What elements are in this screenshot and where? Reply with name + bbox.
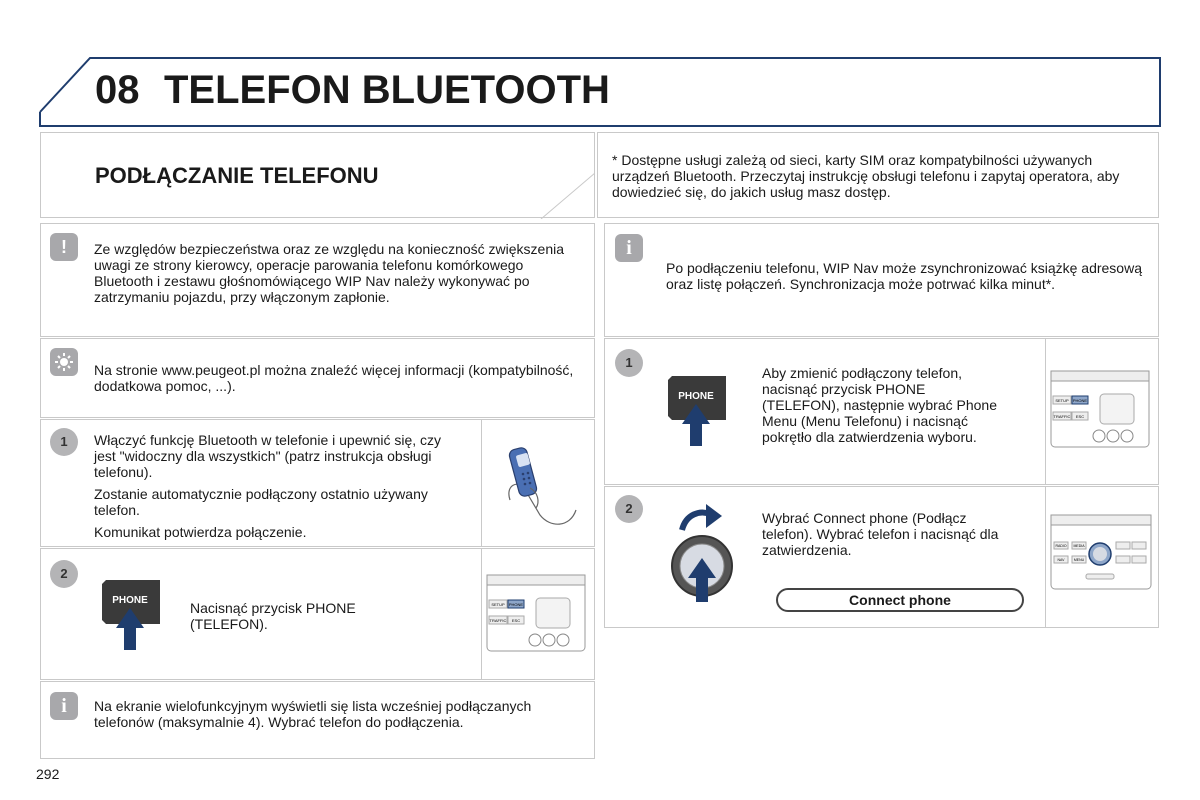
left-step2-number: 2: [50, 560, 78, 588]
right-phone-key-graphic: [666, 372, 730, 453]
phone-key-graphic: [100, 576, 164, 657]
right-step1-text: Aby zmienić podłączony telefon, nacisnąć przycisk PHONE (TELEFON), następnie wybrać Phone Menu (Menu Telefonu) i nacisnąć pokrętło dla zatwierdzenia wyboru.: [762, 365, 997, 445]
right-panel-phone-label: PHONE: [1072, 398, 1088, 403]
panel-menu-label: MENU: [1073, 558, 1085, 562]
panel-setup-label: SETUP: [491, 602, 505, 607]
right-panel-traffic-label: TRAFFIC: [1053, 414, 1071, 419]
warning-text: Ze względów bezpieczeństwa oraz ze względu na konieczność zwiększenia uwagi ze strony kierowcy, operacje parowania telefonu komórkowego Bluetooth i zestawu głośnomówiącego WIP Nav należy wykonywać po zatrzymaniu pojazdu, przy włączonym zapłonie.: [94, 241, 565, 305]
right-phone-key-icon: [666, 372, 730, 448]
tip-text: Na stronie www.peugeot.pl można znaleźć więcej informacji (kompatybilność, dodatkowa pomoc, ...).: [94, 362, 574, 394]
right-panel-setup-label: SETUP: [1055, 398, 1069, 403]
right-step1-number: 1: [615, 349, 643, 377]
left-step1-text: [94, 432, 444, 540]
warning-icon: !: [50, 233, 78, 261]
mobile-phone-hand-icon: [500, 440, 580, 530]
left-step1-p2: Zostanie automatycznie podłączony ostatnio używany telefon.: [94, 486, 428, 518]
left-step2-text: Nacisnąć przycisk PHONE (TELEFON).: [190, 600, 356, 632]
phone-key-label: PHONE: [112, 595, 148, 606]
left-step1-p3: Komunikat potwierdza połączenie.: [94, 524, 307, 540]
section-title: PODŁĄCZANIE TELEFONU: [95, 163, 379, 188]
right-step1-divider: [1045, 339, 1046, 484]
radio-panel-left: [486, 574, 586, 652]
radio-panel-right: [1050, 370, 1150, 448]
panel-radio-label: RADIO: [1055, 544, 1067, 548]
left-info-icon: i: [50, 692, 78, 720]
page-number: 292: [36, 766, 60, 782]
right-info-text: Po podłączeniu telefonu, WIP Nav może zsynchronizować książkę adresową oraz listę połączeń. Synchronizacja może potrwać kilka minut*.: [666, 260, 1142, 292]
right-phone-key-label: PHONE: [678, 391, 714, 402]
right-step2-divider: [1045, 487, 1046, 627]
footnote-text: * Dostępne usługi zależą od sieci, karty SIM oraz kompatybilności używanych urządzeń Bluetooth. Przeczytaj instrukcję obsługi telefonu i zapytaj operatora, aby dowiedzieć się, do jakich usług masz dostęp.: [612, 152, 1120, 200]
panel-phone-label: PHONE: [508, 602, 524, 607]
right-step2-number: 2: [615, 495, 643, 523]
chapter-number: 08: [95, 68, 140, 112]
left-step1-number: 1: [50, 428, 78, 456]
sun-icon: [50, 348, 78, 376]
panel-nav-label: NAV: [1057, 558, 1065, 562]
left-step1-divider: [481, 420, 482, 546]
left-step2-divider: [481, 549, 482, 679]
radio-panel-knob: [1050, 514, 1152, 590]
left-info-text: Na ekranie wielofunkcyjnym wyświetli się lista wcześniej podłączanych telefonów (maksymalnie 4). Wybrać telefon do podłączenia.: [94, 698, 532, 730]
rotary-knob-icon: [666, 500, 738, 604]
panel-esc-label: ESC: [511, 618, 521, 623]
connect-phone-button[interactable]: Connect phone: [776, 588, 1024, 612]
panel-traffic-label: TRAFFIC: [489, 618, 507, 623]
left-step1-p1: Włączyć funkcję Bluetooth w telefonie i upewnić się, czy jest "widoczny dla wszystkich" (patrz instrukcja obsługi telefonu).: [94, 432, 442, 480]
phone-key-icon: [100, 576, 164, 652]
right-info-icon: i: [615, 234, 643, 262]
page-title: TELEFON BLUETOOTH: [164, 68, 610, 112]
right-panel-esc-label: ESC: [1075, 414, 1085, 419]
title-box-corner: [531, 133, 595, 219]
right-step2-text: Wybrać Connect phone (Podłącz telefon). Wybrać telefon i nacisnąć dla zatwierdzenia.: [762, 510, 999, 558]
tip-icon: [50, 348, 78, 376]
panel-media-label: MEDIA: [1073, 544, 1085, 548]
